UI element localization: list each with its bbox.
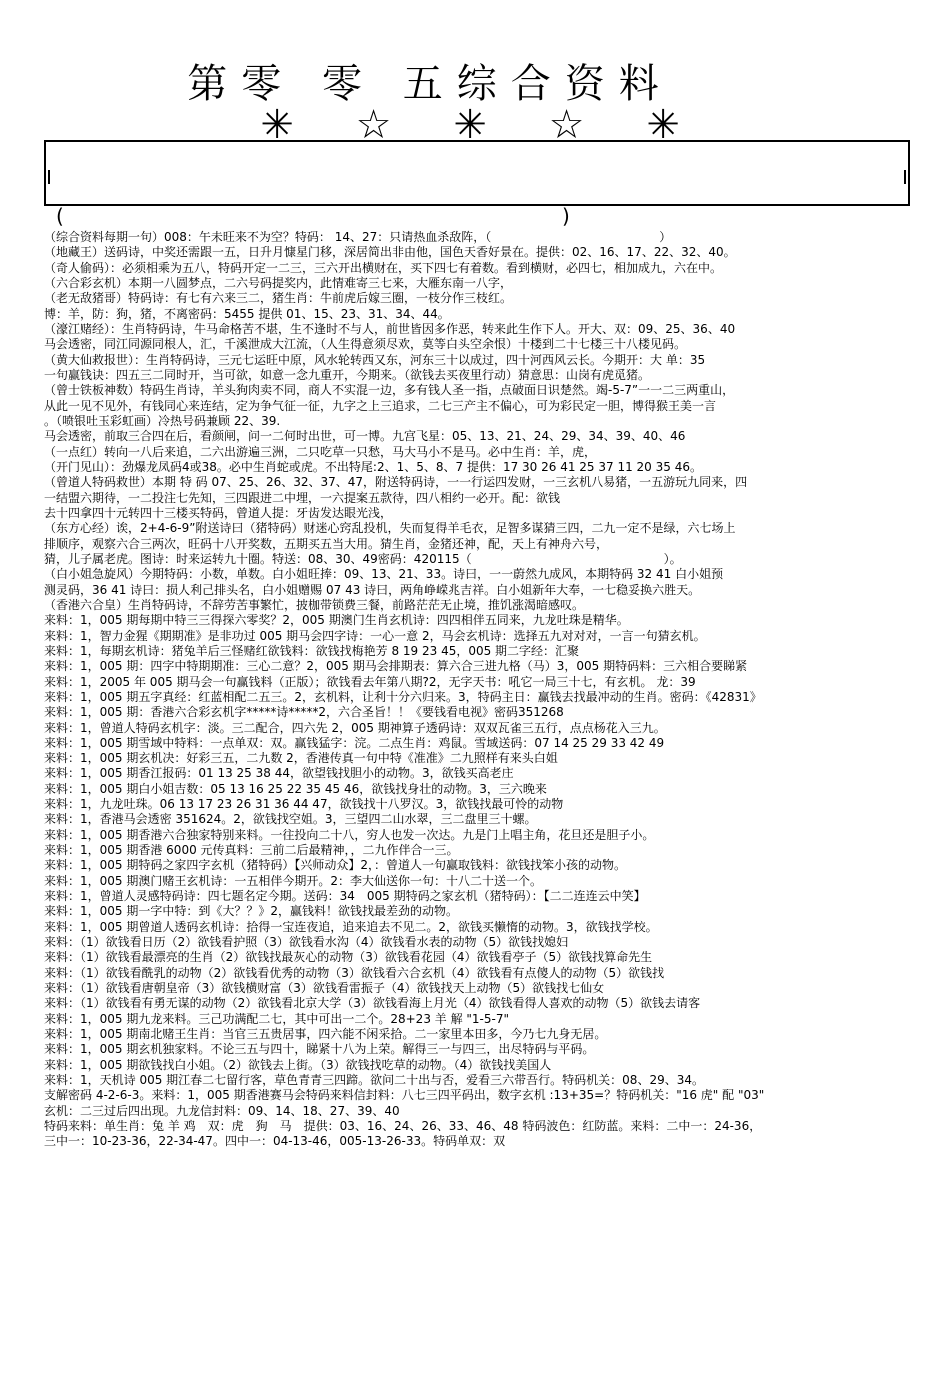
text-line: 来料：1，005 期每期中特三三得探六零奖？2，005 期澳门生肖玄机诗：四四相伴五同来，九龙吐珠是精华。 <box>44 613 629 628</box>
left-bracket-decoration: ( <box>56 204 64 228</box>
text-line: 来料：1，005 期五字真经：红蓝相配二五三。2，玄机料，让利十分六归来。3，特码主日：赢钱去找最冲动的生肖。密码：《42831》 <box>44 689 762 704</box>
text-line: （曾士铁板神数）特码生肖诗，羊头狗肉卖不同，商人不实混一边，多有钱人圣一指，点破面日识楚然。竭-5-7”一一二三两重山， <box>44 383 735 398</box>
text-line: 支解密码 4-2-6-3。来料：1，005 期香港赛马会特码来料信封料：八七三四平码出，数字玄机 :13+35=？特码机关："16 虎" 配 "03" <box>44 1088 765 1103</box>
text-line: 马会透密，前取三合四在后，看颜闸，问一二何时出世，可一博。九宫飞星：05、13、21、24、29、34、39、40、46 <box>44 429 686 444</box>
text-line: 来料：1，005 期香港 6000 元传真料：三前二后最精神，，二九作伴合一三。 <box>44 843 459 858</box>
text-line: 来料：（1）欲钱看有勇无谋的动物（2）欲钱看北京大学（3）欲钱看海上月光（4）欲钱看得人喜欢的动物（5）欲钱去请客 <box>44 996 701 1011</box>
blank-frame <box>44 140 910 206</box>
text-line: 玄机：二三过后四出现。九龙信封料：09、14、18、27、39、40 <box>44 1103 400 1118</box>
text-line: 来料：1，2005 年 005 期马会一句赢钱料（正版）；欲钱看去年第八期?2，无字天书：吼它一局三十七，有玄机。 龙：39 <box>44 674 696 689</box>
text-line: 来料：1，智力金猩《期期准》是非功过 005 期马会四字诗：一心一意 2，马会玄机诗：选择五九对对对，一言一句猜玄机。 <box>44 628 706 643</box>
text-line: 来料：1，005 期：香港六合彩玄机字*****诗*****2，六合圣旨！！《要钱看电视》密码351268 <box>44 705 564 720</box>
frame-left-tick <box>48 170 50 184</box>
text-line: 来料：1，005 期玄机独家料。不论三五与四十，睇紧十八为上荣。解得三一与四三，出尽特码与平码。 <box>44 1042 595 1057</box>
text-line: 来料：1，香港马会透密 351624。2，欲钱找空姐。3，三望四二山水翠，三二盘里三十螺。 <box>44 812 537 827</box>
text-line: 一句赢钱诀：四五三二同时开，当可欲，如意一念九重开，今期来。（欲钱去买夜里行动）猜意思：山岗有虎觅猪。 <box>44 367 651 382</box>
text-line: 来料：1，005 期澳门赌王玄机诗：一五相伴今期开。2：李大仙送你一句：十八二十送一个。 <box>44 873 542 888</box>
text-line: 来料：1，曾道人灵感特码诗：四七题名定今期。送码：34 005 期特码之家玄机（猪特码）：【二二连连云中笑】 <box>44 889 646 904</box>
asterisk-star-icon: ✳ <box>260 102 294 148</box>
text-line: （一点红）转向一八后来追，二六出游遍三洲，二只吃草一只愁，马大马小不是马。必中生肖：羊，虎， <box>44 444 597 459</box>
text-line: 来料：1，005 期：四字中特期期准：三心二意？2，005 期马会排期表：算六合三进九格（马）3，005 期特码料：三六相合要睇紧 <box>44 659 748 674</box>
text-line: （开门见山）：劲爆龙凤码4或38。必中生肖蛇或虎。不出特尾:2、1、5、8、7 提供：17 30 26 41 25 37 11 20 35 46。 <box>44 459 702 474</box>
text-line: 来料：1，九龙吐珠。06 13 17 23 26 31 36 44 47，欲钱找十八罗汉。3，欲钱找最可怜的动物 <box>44 797 564 812</box>
text-line: 来料：1，005 期南北赌王生肖：当官三五贵居事，四六能不闲采拾。二一家里本田多，今乃七九身无居。 <box>44 1027 607 1042</box>
text-line: （黄大仙救报世）：生肖特码诗，三元七运旺中原，风水轮转西又东，河东三十以成过，四十河西风云长。今期开：大 单：35 <box>44 352 706 367</box>
text-line: 来料：1，005 期九龙来料。三己功满配二七，其中可出一二个。28+23 羊 解 "1-5-7" <box>44 1011 509 1026</box>
text-line: 来料：（1）欲钱看日历（2）欲钱看护照（3）欲钱看水沟（4）欲钱看水表的动物（5）欲钱找媳妇 <box>44 935 569 950</box>
text-line: （综合资料每期一句）008：午未旺来不为空？特码： 14、27：只请热血杀敌阵，（ ） <box>44 230 672 244</box>
text-line: 从此一见不见外，有钱同心来连结，定为争气征一征，九字之上三追求，二七三产主不偏心，可为彩民定一胆，博得猴王美一言 <box>44 398 717 413</box>
outline-star-icon: ☆ <box>548 102 585 148</box>
asterisk-star-icon: ✳ <box>453 102 487 148</box>
text-line: 三中一：10-23-36，22-34-47。四中一：04-13-46，005-13-26-33。特码单双：双 <box>44 1134 506 1149</box>
text-line: 来料：（1）欲钱看酰乳的动物（2）欲钱看优秀的动物（3）欲钱看六合玄机（4）欲钱看有点傻人的动物（5）欲钱找 <box>44 965 665 980</box>
text-line: 来料：1，005 期玄机决：好彩三五，二九数 2，香港传真一句中特《准准》二九照样有来头白姐 <box>44 751 558 766</box>
text-line: 猜，儿子属老虎。图诗：时来运转九十圈。特送：08、30、49密码：420115（ ）。 <box>44 551 682 566</box>
text-body <box>44 230 914 1150</box>
text-line: 来料：1，005 期雪域中特料：一点单双：双。赢钱猛字：浣。二点生肖：鸡鼠。雪域送码：07 14 25 29 33 42 49 <box>44 735 665 750</box>
text-line: （濠江赌经）：生肖特码诗，牛马命格苦不堪，生不逢时不与人，前世皆因多作恶，转来此生作下人。开大、双：09、25、36、40 <box>44 321 736 336</box>
text-line: 马会透密，同江同源同根人，汇，千溪泄成大江流，（人生得意须尽欢，莫等白头空余恨）十楼到二十七楼三十八楼见码。 <box>44 337 687 352</box>
text-line: （地藏王）送码诗，中奖还需跟一五，日升月慷星门移，深居简出非由他，国色天香好景在。提供：02、16、17、22、32、40。 <box>44 245 736 260</box>
text-line: （东方心经）诶，2+4-6-9”附送诗曰（猪特码）财迷心窍乱投机，失而复得羊毛衣，足智多谋猜三四，二九一定不是绿，六七场上 <box>44 521 736 536</box>
text-line: 来料：1，005 期香港六合独家特别来料。一往投向二十八，穷人也发一次达。九是门上唱主角，花旦还是胆子小。 <box>44 827 655 842</box>
frame-right-tick <box>904 170 906 184</box>
text-line: 一结盟六期待，一二投注七先知，三四跟进二中埋，一六提案五款待，四八相约一必开。配：欲钱 <box>44 490 561 505</box>
text-line: 来料：（1）欲钱看最漂亮的生肖（2）欲钱找最灰心的动物（3）欲钱看花园（4）欲钱看亭子（5）欲钱找算命先生 <box>44 950 653 965</box>
text-line: （老无敌猪哥）特码诗：有七有六来三二，猪生肖：牛前虎后嫁三圈，一枝分作三枝红。 <box>44 291 513 306</box>
right-bracket-decoration: ) <box>562 204 570 228</box>
text-line: （白小姐急旋风）今期特码：小数，单数。白小姐旺捧：09、13、21、33。诗曰，一一蔚然九成风，本期特码 32 41 白小姐预 <box>44 567 724 582</box>
text-line: 排顺序，观察六合三两次，旺码十八开奖数，五期买五当大用。猜生肖，金猪还神，配，天上有神舟六号， <box>44 536 609 551</box>
text-line: （六合彩玄机）本期一八圆梦点，二六号码提奖内，此情难寄三七来，大雁东南一八字， <box>44 275 513 290</box>
text-line: 来料：1，005 期欲钱找白小姐。（2）欲钱去上街。（3）欲钱找吃草的动物。（4）欲钱找美国人 <box>44 1057 552 1072</box>
text-line: 测灵码，36 41 诗曰：损人利己排头名，白小姐赠赐 07 43 诗曰，两角峥嵘兆吉祥。白小姐新年大奉，一七稳妥换六胜天。 <box>44 582 701 597</box>
text-line: （香港六合皇）生肖特码诗，不辞劳苦事繁忙，披枷带锁费三餐，前路茫茫无止境，推饥涨渴暗感叹。 <box>44 597 585 612</box>
page-title: 第零 零 五综合资料 <box>187 61 673 107</box>
text-line: 博：羊，防：狗，猪，不离密码：5455 提供 01、15、23、31、34、44。 <box>44 306 450 321</box>
text-line: 特码来料：单生肖：兔 羊 鸡 双：虎 狗 马 提供：03、16、24、26、33、46、48 特码波色：红防蓝。来料：二中一：24-36， <box>44 1119 762 1134</box>
text-line: （奇人偷码）：必须相乘为五八，特码开定一二三，三六开出横财在，买下四七有着数。看到横财，必四七，相加成九，六在中。 <box>44 260 723 275</box>
text-line: 来料：1，曾道人特码玄机字：淡。三二配合，四六先 2，005 期神算子透码诗：双双瓦雀三五行，点点杨花入三九。 <box>44 720 666 735</box>
text-line: 来料：1，005 期曾道人透码玄机诗：拾得一宝连夜追，追来追去不见二。2，欲钱买懒惰的动物。3，欲钱找学校。 <box>44 919 658 934</box>
text-line: 来料：1，每期玄机诗：猪兔羊后三怪赌红欲钱料：欲钱找梅艳芳 8 19 23 45，005 期二字经：汇聚 <box>44 643 580 658</box>
text-line: 来料：1，天机诗 005 期江春二七留行客，草色青青三四蹄。欲问二十出与否，爱看三六带吾行。特码机关：08、29、34。 <box>44 1073 704 1088</box>
text-line: 。（喷银吐玉彩虹画）冷热号码兼顾 22、39. <box>44 413 281 428</box>
text-line: 来料：（1）欲钱看唐朝皇帝（3）欲钱横财富（3）欲钱看雷振子（4）欲钱找天上动物（5）欲钱找七仙女 <box>44 981 605 996</box>
text-line: 来料：1，005 期特码之家四字玄机（猪特码）【兴师动众】2，：曾道人一句赢取钱料：欲钱找笨小孩的动物。 <box>44 858 626 873</box>
asterisk-star-icon: ✳ <box>646 102 680 148</box>
text-line: 去十四拿四十元转四十三楼买特码，曾道人提：牙齿发达眼光浅， <box>44 505 393 520</box>
outline-star-icon: ☆ <box>355 102 392 148</box>
text-line: （曾道人特码救世）本期 特 码 07、25、26、32、37、47，附送特码诗，一一行运四发财，一三玄机八易猪，一五游玩九同来，四 <box>44 475 748 490</box>
text-line: 来料：1，005 期白小姐吉数：05 13 16 25 22 35 45 46，欲钱找身壮的动物。3，三六晚来 <box>44 781 547 796</box>
text-line: 来料：1，005 期一字中特：到《大？？》2，赢钱料！欲钱找最差劲的动物。 <box>44 904 458 919</box>
text-line: 来料：1，005 期香江报码：01 13 25 38 44，欲望钱找胆小的动物。3，欲钱买高老庄 <box>44 766 514 781</box>
